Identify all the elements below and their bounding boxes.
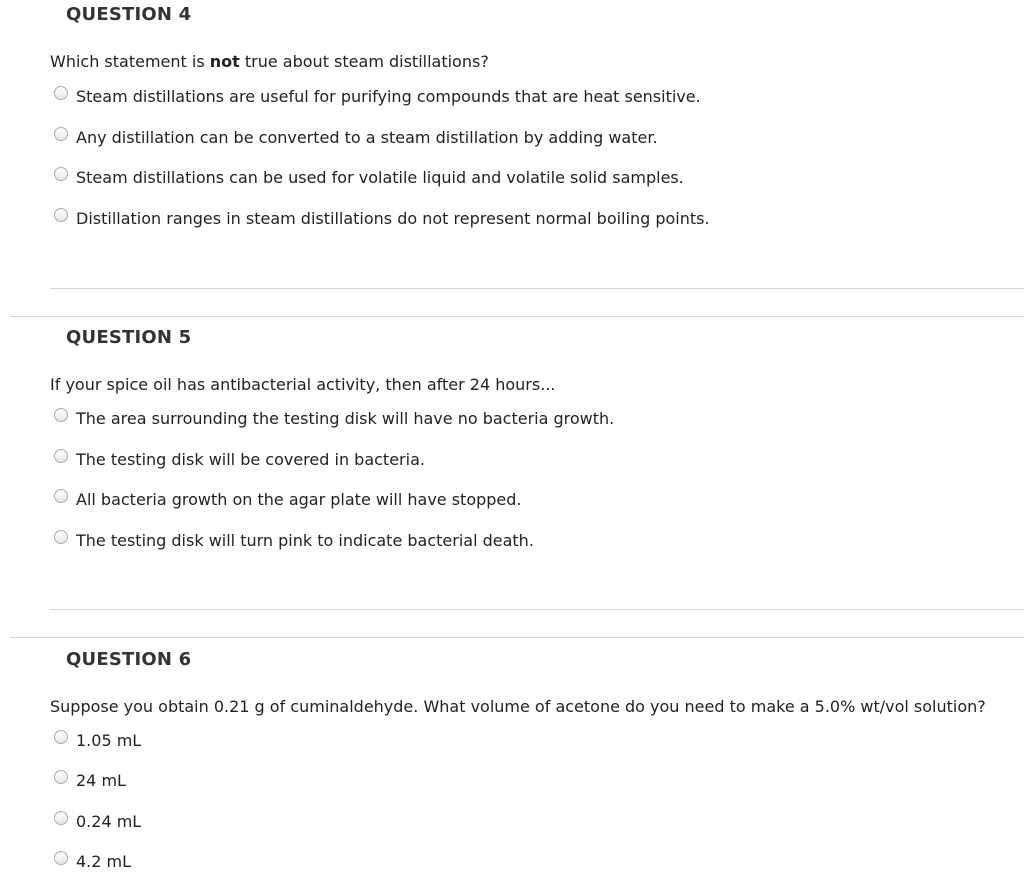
question-divider [50, 288, 1024, 289]
question-6-option-4[interactable] [54, 851, 131, 873]
question-6-title: QUESTION 6 [66, 649, 192, 670]
option-label[interactable]: All bacteria growth on the agar plate will have stopped. [76, 490, 522, 509]
option-label[interactable]: Steam distillations are useful for purifying compounds that are heat sensitive. [76, 87, 701, 106]
question-5-option-4[interactable] [54, 530, 534, 552]
radio-button[interactable] [54, 811, 68, 825]
question-5-option-2[interactable] [54, 449, 425, 471]
question-5-prompt: If your spice oil has antibacterial activity, then after 24 hours... [50, 375, 556, 394]
option-label[interactable]: The testing disk will be covered in bacteria. [76, 450, 425, 469]
option-label[interactable]: 1.05 mL [76, 731, 142, 750]
radio-button[interactable] [54, 208, 68, 222]
radio-button[interactable] [54, 489, 68, 503]
question-4-prompt-end: true about steam distillations? [239, 52, 489, 71]
radio-button[interactable] [54, 770, 68, 784]
question-6-option-1[interactable] [54, 730, 141, 752]
question-separator [10, 637, 1024, 638]
question-4-option-4[interactable] [54, 208, 710, 230]
option-label[interactable]: Steam distillations can be used for volatile liquid and volatile solid samples. [76, 168, 684, 187]
question-5-option-1[interactable] [54, 408, 614, 430]
radio-button[interactable] [54, 449, 68, 463]
option-label[interactable]: 4.2 mL [76, 852, 132, 871]
radio-button[interactable] [54, 530, 68, 544]
option-label[interactable]: Any distillation can be converted to a steam distillation by adding water. [76, 128, 658, 147]
question-divider [50, 609, 1024, 610]
question-6-option-2[interactable] [54, 770, 126, 792]
radio-button[interactable] [54, 167, 68, 181]
radio-button[interactable] [54, 127, 68, 141]
question-4-option-2[interactable] [54, 127, 658, 149]
question-6-option-3[interactable] [54, 811, 141, 833]
question-separator [10, 316, 1024, 317]
question-4-prompt [50, 52, 489, 72]
option-label[interactable]: Distillation ranges in steam distillations do not represent normal boiling points. [76, 209, 710, 228]
question-6-prompt: Suppose you obtain 0.21 g of cuminaldehyde. What volume of acetone do you need to make a 5.0% wt/vol solution? [50, 697, 986, 716]
question-4-prompt-start: Which statement is [50, 52, 210, 71]
radio-button[interactable] [54, 730, 68, 744]
option-label[interactable]: The testing disk will turn pink to indicate bacterial death. [76, 531, 534, 550]
radio-button[interactable] [54, 851, 68, 865]
question-4-option-3[interactable] [54, 167, 684, 189]
question-4-prompt-emphasis: not [209, 52, 240, 71]
question-5-title: QUESTION 5 [66, 327, 192, 348]
question-5-option-3[interactable] [54, 489, 522, 511]
radio-button[interactable] [54, 408, 68, 422]
option-label[interactable]: 0.24 mL [76, 812, 142, 831]
option-label[interactable]: 24 mL [76, 771, 126, 790]
question-4-title: QUESTION 4 [66, 4, 192, 25]
question-4-option-1[interactable] [54, 86, 701, 108]
radio-button[interactable] [54, 86, 68, 100]
option-label[interactable]: The area surrounding the testing disk will have no bacteria growth. [76, 409, 615, 428]
